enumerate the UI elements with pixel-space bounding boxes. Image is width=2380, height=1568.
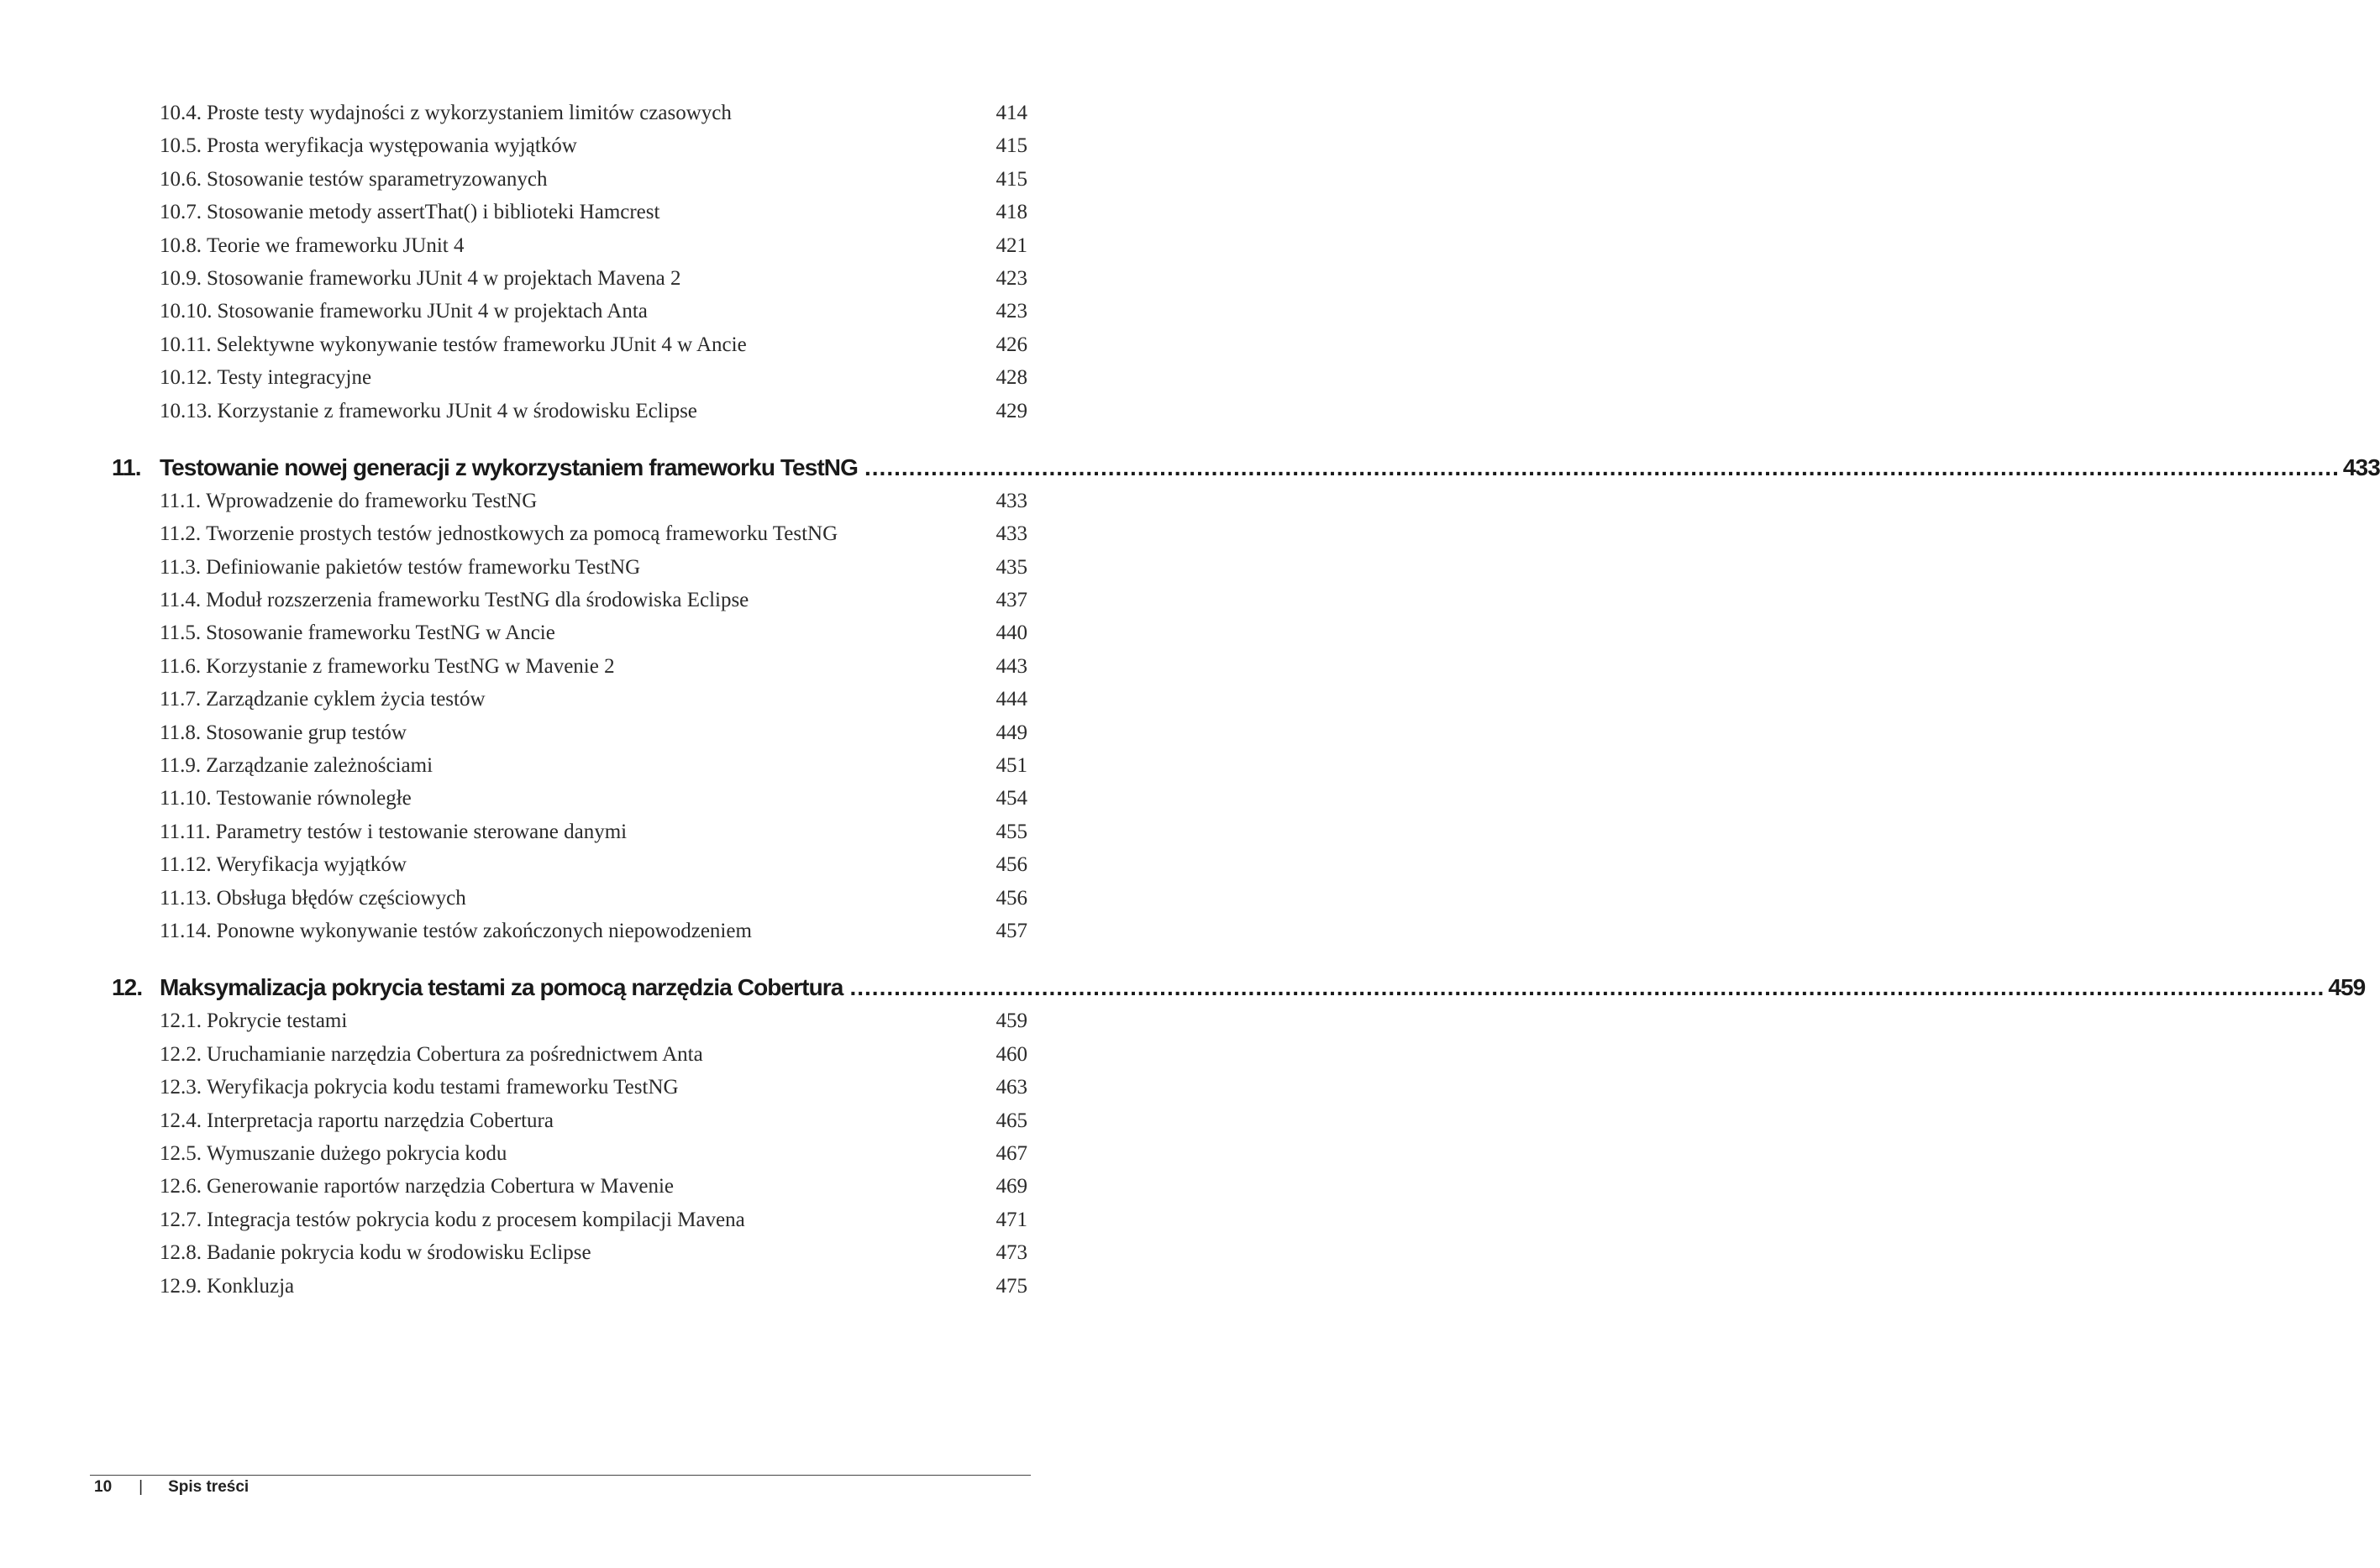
toc-entry[interactable] [112,551,1027,584]
entry-number: 10.4. [160,102,202,124]
entry-title: Korzystanie z frameworku TestNG w Mavenie 2 [206,654,615,678]
entry-title: Definiowanie pakietów testów frameworku TestNG [206,555,641,579]
toc-entry[interactable] [112,1270,1027,1303]
chapter-page: 433 [2342,454,2380,480]
entry-number: 10.6. [160,167,202,191]
toc-chapter-group [112,451,2380,947]
entry-number: 12.2. [160,1042,202,1066]
toc-entry[interactable] [112,163,1027,196]
toc-entry[interactable] [112,616,1027,649]
toc-entry[interactable] [112,650,1027,683]
entry-page: 415 [996,167,1027,191]
entry-page: 475 [996,1274,1027,1298]
entry-title: Pokrycie testami [207,1009,348,1033]
entry-title: Korzystanie z frameworku JUnit 4 w środowisku Eclipse [217,399,697,422]
toc-entry[interactable] [112,848,1027,881]
entry-page: 465 [996,1109,1027,1132]
toc-entry[interactable] [112,361,1027,394]
entry-number: 10.13. [160,399,213,422]
chapter-heading[interactable] [112,451,2380,485]
toc-entry[interactable] [112,1137,1027,1170]
toc-entry[interactable] [112,295,1027,328]
entry-title: Testowanie równoległe [216,787,412,810]
entry-title: Weryfikacja pokrycia kodu testami frameworku TestNG [207,1076,679,1099]
entry-title: Zarządzanie zależnościami [206,754,433,778]
toc-entry[interactable] [112,749,1027,782]
entry-title: Teorie we frameworku JUnit 4 [207,233,465,257]
entry-number: 11.11. [160,820,211,843]
entry-title: Wprowadzenie do frameworku TestNG [206,489,538,512]
entry-number: 11.14. [160,919,212,942]
entry-number: 12.4. [160,1109,202,1132]
toc-entry[interactable] [112,1170,1027,1203]
entry-page: 423 [996,300,1027,323]
entry-number: 11.6. [160,654,202,678]
entry-number: 10.10. [160,300,213,323]
entry-title: Proste testy wydajności z wykorzystaniem limitów czasowych [207,102,732,124]
entry-page: 451 [996,754,1027,778]
entry-number: 11.12. [160,853,212,877]
entry-title: Badanie pokrycia kodu w środowisku Eclipse [207,1241,591,1265]
toc-entry[interactable] [112,229,1027,262]
entry-number: 11.13. [160,886,212,910]
entry-page: 467 [996,1141,1027,1165]
entry-number: 10.5. [160,134,202,158]
entry-page: 437 [996,589,1027,612]
footer-rule [90,1475,1031,1476]
entry-title: Stosowanie frameworku JUnit 4 w projektach Anta [217,300,648,323]
chapter-title: Maksymalizacja pokrycia testami za pomocą narzędzia Cobertura [160,974,843,1001]
entry-page: 469 [996,1175,1027,1198]
entry-number: 10.11. [160,333,212,356]
footer-separator: | [139,1478,144,1496]
footer-page-number: 10 [94,1478,113,1496]
entry-number: 12.3. [160,1076,202,1099]
entry-title: Obsługa błędów częściowych [216,886,466,910]
toc-entry[interactable] [112,196,1027,228]
entry-number: 12.6. [160,1175,202,1198]
entry-page: 433 [996,522,1027,546]
entry-title: Tworzenie prostych testów jednostkowych za pomocą frameworku TestNG [206,522,838,546]
entry-number: 10.8. [160,233,202,257]
toc-entry[interactable] [112,1071,1027,1104]
entry-title: Generowanie raportów narzędzia Cobertura w Mavenie [207,1175,674,1198]
toc-entry[interactable] [112,815,1027,848]
toc-entry[interactable] [112,1236,1027,1269]
toc-entry[interactable] [112,328,1027,361]
entry-page: 428 [996,366,1027,390]
entry-page: 455 [996,820,1027,843]
entry-page: 456 [996,853,1027,877]
entry-page: 459 [996,1009,1027,1033]
entry-number: 11.5. [160,621,202,645]
entry-number: 11.10. [160,787,212,810]
toc-entry[interactable] [112,129,1027,162]
entry-title: Zarządzanie cyklem życia testów [206,688,486,711]
entry-number: 10.12. [160,366,213,390]
entry-page: 423 [996,266,1027,290]
entry-title: Parametry testów i testowanie sterowane danymi [215,820,628,843]
toc-entry[interactable] [112,683,1027,716]
entry-page: 418 [996,201,1027,224]
toc-chapter-group [112,97,1027,427]
table-of-contents [112,97,2380,1303]
entry-page: 415 [996,134,1027,158]
entry-title: Integracja testów pokrycia kodu z procesem kompilacji Mavena [207,1208,745,1231]
entry-page: 473 [996,1241,1027,1265]
toc-chapter-group [112,971,2366,1303]
chapter-number: 12. [112,974,143,1001]
entry-title: Wymuszanie dużego pokrycia kodu [207,1141,507,1165]
toc-entry[interactable] [112,915,1027,947]
dot-leader: ........................................................................................................................................................................................................ [849,974,2325,1001]
entry-page: 463 [996,1076,1027,1099]
entry-page: 435 [996,555,1027,579]
entry-title: Ponowne wykonywanie testów zakończonych niepowodzeniem [216,919,752,942]
entry-page: 454 [996,787,1027,810]
chapter-title: Testowanie nowej generacji z wykorzystaniem frameworku TestNG [160,454,858,480]
toc-entry[interactable] [112,716,1027,749]
entry-number: 11.1. [160,489,202,512]
toc-entry[interactable] [112,1038,1027,1071]
entry-title: Stosowanie testów sparametryzowanych [207,167,548,191]
entry-page: 443 [996,654,1027,678]
entry-title: Prosta weryfikacja występowania wyjątków [207,134,577,158]
entry-number: 12.5. [160,1141,202,1165]
entry-number: 11.8. [160,721,202,744]
entry-title: Stosowanie frameworku TestNG w Ancie [206,621,555,645]
entry-page: 429 [996,399,1027,422]
toc-entry[interactable] [112,517,1027,550]
toc-entry[interactable] [112,1104,1027,1137]
entry-page: 471 [996,1208,1027,1231]
entry-page: 457 [996,919,1027,942]
entry-page: 449 [996,721,1027,744]
chapter-number: 11. [112,454,141,480]
chapter-heading[interactable] [112,971,2366,1004]
entry-title: Stosowanie grup testów [206,721,407,744]
entry-number: 11.7. [160,688,202,711]
entry-number: 12.8. [160,1241,202,1265]
toc-entry[interactable] [112,584,1027,616]
entry-page: 444 [996,688,1027,711]
entry-title: Testy integracyjne [217,366,372,390]
entry-title: Stosowanie metody assertThat() i biblioteki Hamcrest [207,201,660,224]
entry-page: 433 [996,489,1027,512]
entry-number: 12.7. [160,1208,202,1231]
entry-title: Konkluzja [207,1274,295,1298]
entry-page: 460 [996,1042,1027,1066]
entry-title: Interpretacja raportu narzędzia Cobertura [207,1109,554,1132]
page-footer [94,1478,249,1497]
entry-title: Uruchamianie narzędzia Cobertura za pośrednictwem Anta [207,1042,703,1066]
entry-page: 440 [996,621,1027,645]
toc-entry[interactable] [112,782,1027,815]
footer-section-title: Spis treści [168,1478,250,1496]
toc-entry[interactable] [112,395,1027,427]
entry-number: 11.4. [160,589,202,612]
toc-entry[interactable] [112,882,1027,915]
entry-number: 11.2. [160,522,202,546]
entry-page: 456 [996,886,1027,910]
toc-entry[interactable] [112,97,1027,129]
toc-entry[interactable] [112,1204,1027,1236]
entry-page: 421 [996,233,1027,257]
entry-number: 10.9. [160,266,202,290]
entry-title: Selektywne wykonywanie testów frameworku JUnit 4 w Ancie [216,333,747,356]
entry-number: 11.9. [160,754,202,778]
toc-entry[interactable] [112,485,1027,517]
entry-number: 12.9. [160,1274,202,1298]
entry-number: 10.7. [160,201,202,224]
entry-number: 11.3. [160,555,202,579]
dot-leader: ........................................................................................................................................................................................................ [864,454,2340,480]
entry-page: 414 [996,102,1027,124]
entry-page: 426 [996,333,1027,356]
entry-title: Moduł rozszerzenia frameworku TestNG dla środowiska Eclipse [206,589,749,612]
entry-title: Weryfikacja wyjątków [216,853,407,877]
chapter-page: 459 [2328,974,2366,1001]
toc-entry[interactable] [112,1004,1027,1037]
toc-entry[interactable] [112,262,1027,295]
entry-title: Stosowanie frameworku JUnit 4 w projektach Mavena 2 [207,266,681,290]
entry-number: 12.1. [160,1009,202,1033]
